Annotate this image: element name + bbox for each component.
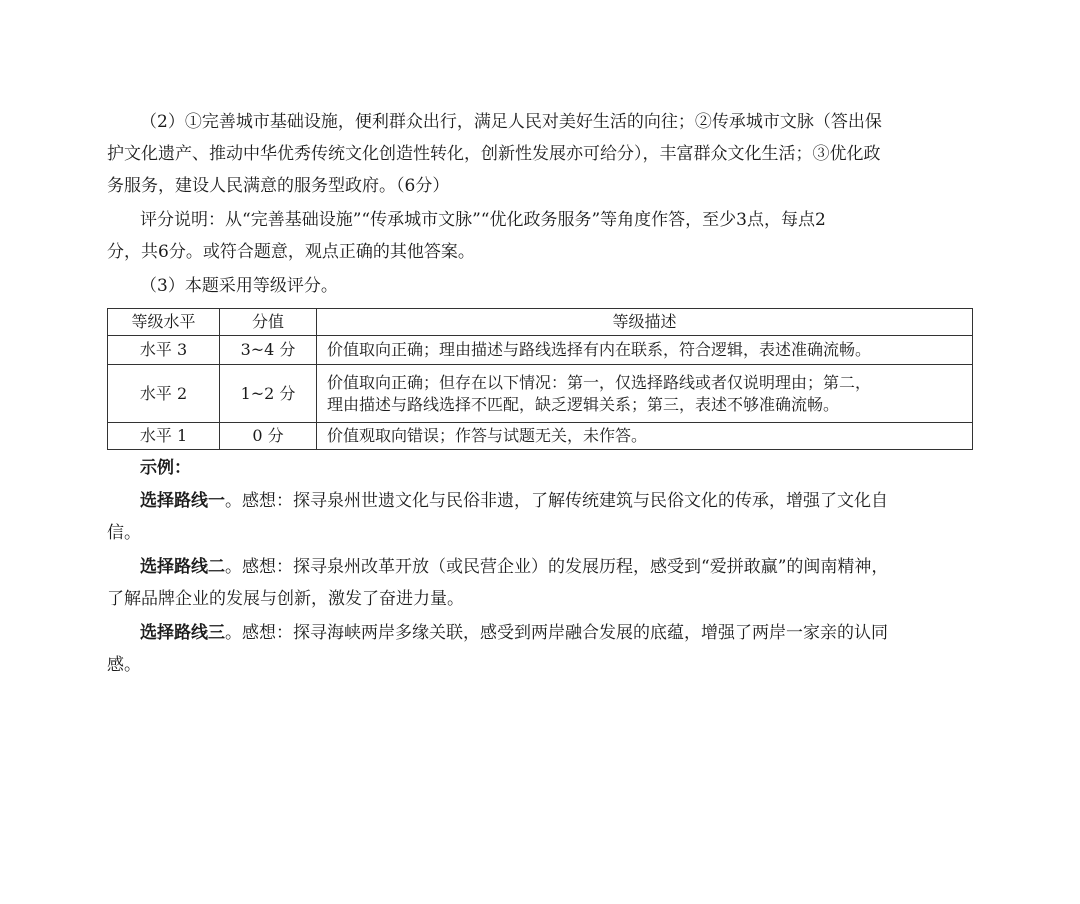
row-score: 1~2 分 [220,365,317,423]
table-row [108,336,973,365]
route3-text: 。感想：探寻海峡两岸多缘关联，感受到两岸融合发展的底蕴，增强了两岸一家亲的认同 [225,623,888,643]
row-description [317,423,973,450]
header-score: 分值 [220,309,317,336]
route1-text: 。感想：探寻泉州世遗文化与民俗非遗，了解传统建筑与民俗文化的传承，增强了文化自 [225,491,888,511]
route2-line-1 [140,555,973,579]
part2-line-3: 务服务，建设人民满意的服务型政府。（6分） [107,176,450,196]
scoring-note-line-1: 评分说明：从“完善基础设施”“传承城市文脉”“优化政务服务”等角度作答，至少3点，每点2 [140,210,826,230]
header-level: 等级水平 [108,309,220,336]
part3-intro: （3）本题采用等级评分。 [140,276,338,296]
route3-label: 选择路线三 [140,623,225,643]
route2-text: 。感想：探寻泉州改革开放（或民营企业）的发展历程，感受到“爱拼敢赢”的闽南精神， [225,557,889,577]
table-row [108,423,973,450]
row-level: 水平 3 [108,336,220,365]
route3-line-2: 感。 [107,655,141,675]
table-header-row [108,309,973,336]
table-row [108,365,973,423]
route1-line-1 [140,489,973,513]
example-heading: 示例： [140,458,191,478]
row-description-line: 价值观取向错误；作答与试题无关，未作答。 [327,426,648,445]
route2-line-2: 了解品牌企业的发展与创新，激发了奋进力量。 [107,589,464,609]
row-level: 水平 2 [108,365,220,423]
row-description-line: 价值取向正确；但存在以下情况：第一，仅选择路线或者仅说明理由；第二， [327,372,872,392]
row-description [317,336,973,365]
row-description [317,365,973,423]
row-description-line: 理由描述与路线选择不匹配，缺乏逻辑关系；第三，表述不够准确流畅。 [327,394,840,414]
row-level: 水平 1 [108,423,220,450]
route1-line-2: 信。 [107,523,141,543]
row-score: 0 分 [220,423,317,450]
part2-line-1: （2）①完善城市基础设施，便利群众出行，满足人民对美好生活的向往；②传承城市文脉（答出保 [140,112,882,132]
part2-line-2: 护文化遗产、推动中华优秀传统文化创造性转化，创新性发展亦可给分），丰富群众文化生活；③优化政 [107,144,881,164]
route3-line-1 [140,621,973,645]
route1-label: 选择路线一 [140,491,225,511]
route2-label: 选择路线二 [140,557,225,577]
grading-table [107,308,973,450]
row-description-line: 价值取向正确；理由描述与路线选择有内在联系，符合逻辑，表述准确流畅。 [327,340,872,359]
header-description: 等级描述 [317,309,973,336]
scoring-note-line-2: 分，共6分。或符合题意，观点正确的其他答案。 [107,242,475,262]
row-score: 3~4 分 [220,336,317,365]
